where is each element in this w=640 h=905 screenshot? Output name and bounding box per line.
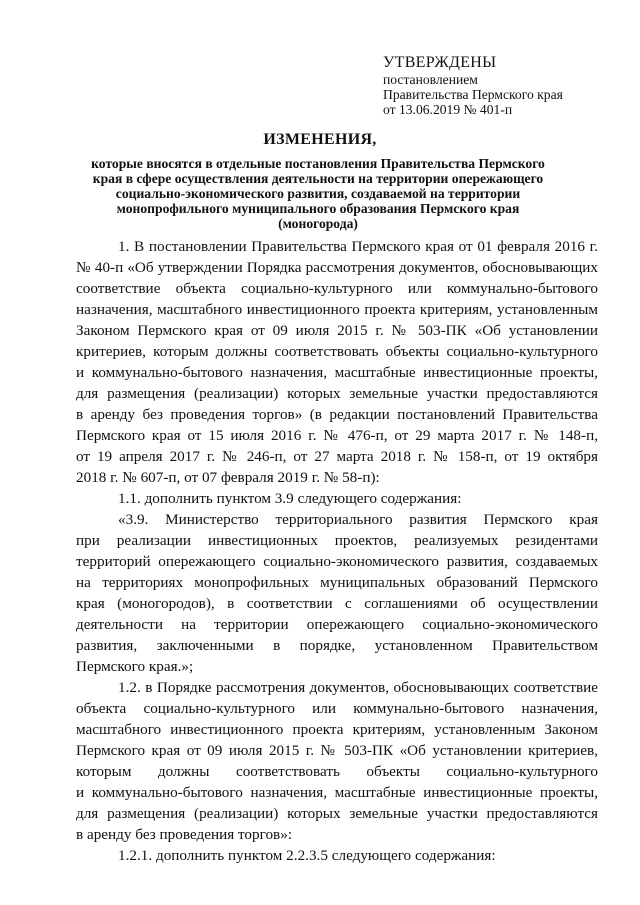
paragraph-line: критериев, которым должны соответствовать объекты социально-культурного — [76, 343, 598, 360]
paragraph-line: Пермского края.»; — [76, 658, 194, 675]
paragraph-line: № 40-п «Об утверждении Порядка рассмотрения документов, обосновывающих — [76, 259, 598, 276]
paragraph-line: от 19 апреля 2017 г. № 246-п, от 27 марта 2018 г. № 158-п, от 19 октября — [76, 448, 598, 465]
paragraph-line: 1. В постановлении Правительства Пермского края от 01 февраля 2016 г. — [118, 238, 598, 255]
paragraph-line: 1.1. дополнить пунктом 3.9 следующего содержания: — [118, 490, 462, 507]
document-body — [76, 236, 598, 866]
document-subtitle: которые вносятся в отдельные постановления Правительства Пермского края в сфере осуществления деятельности на территории опережающего социально-экономического развития, создаваемой на территории монопрофильного муниципального образования Пермского края (моногорода) — [91, 156, 545, 231]
paragraph-line: для размещения (реализации) которых земельные участки предоставляются — [76, 805, 598, 822]
paragraph-line: «3.9. Министерство территориального развития Пермского края — [118, 511, 598, 528]
paragraph-line: соответствие объекта социально-культурного или коммунально-бытового — [76, 280, 598, 297]
paragraph-line: в аренду без проведения торгов» (в редакции постановлений Правительства — [76, 406, 598, 423]
paragraph-line: для размещения (реализации) которых земельные участки предоставляются — [76, 385, 598, 402]
paragraph-line: назначения, масштабного инвестиционного проекта критериям, установленным — [76, 301, 598, 318]
paragraph-line: территорий опережающего социально-экономического развития, создаваемых — [76, 553, 598, 570]
paragraph-line: края (моногородов), в соответствии с соглашениями об осуществлении — [76, 595, 598, 612]
paragraph-line: 1.2.1. дополнить пунктом 2.2.3.5 следующего содержания: — [118, 847, 496, 864]
paragraph-line: 2018 г. № 607-п, от 07 февраля 2019 г. № 58-п): — [76, 469, 380, 486]
paragraph-line: Пермского края от 15 июля 2016 г. № 476-п, от 29 марта 2017 г. № 148-п, — [76, 427, 598, 444]
paragraph-line: и коммунально-бытового назначения, масштабные инвестиционные проекты, — [76, 784, 598, 801]
approval-title: УТВЕРЖДЕНЫ — [383, 54, 497, 71]
approval-line: от 13.06.2019 № 401-п — [383, 102, 513, 117]
paragraph-line: деятельности на территории опережающего социально-экономического — [76, 616, 598, 633]
approval-stamp — [383, 54, 563, 117]
paragraph-line: при реализации инвестиционных проектов, реализуемых резидентами — [76, 532, 598, 549]
approval-line: Правительства Пермского края — [383, 87, 563, 102]
paragraph-line: которым должны соответствовать объекты социально-культурного — [76, 763, 598, 780]
paragraph-line: масштабного инвестиционного проекта критериям, установленным Законом — [76, 721, 598, 738]
paragraph-line: объекта социально-культурного или коммунально-бытового назначения, — [76, 700, 598, 717]
paragraph-line: развития, заключенными в порядке, установленном Правительством — [76, 637, 598, 654]
paragraph-line: и коммунально-бытового назначения, масштабные инвестиционные проекты, — [76, 364, 598, 381]
paragraph-line: Законом Пермского края от 09 июля 2015 г. № 503-ПК «Об установлении — [76, 322, 598, 339]
paragraph-line: в аренду без проведения торгов»: — [76, 826, 293, 843]
paragraph-line: 1.2. в Порядке рассмотрения документов, обосновывающих соответствие — [118, 679, 598, 696]
paragraph-line: на территориях монопрофильных муниципальных образований Пермского — [76, 574, 598, 591]
approval-line: постановлением — [383, 72, 478, 87]
paragraph-line: Пермского края от 09 июля 2015 г. № 503-ПК «Об установлении критериев, — [76, 742, 598, 759]
document-title: ИЗМЕНЕНИЯ, — [263, 131, 377, 148]
